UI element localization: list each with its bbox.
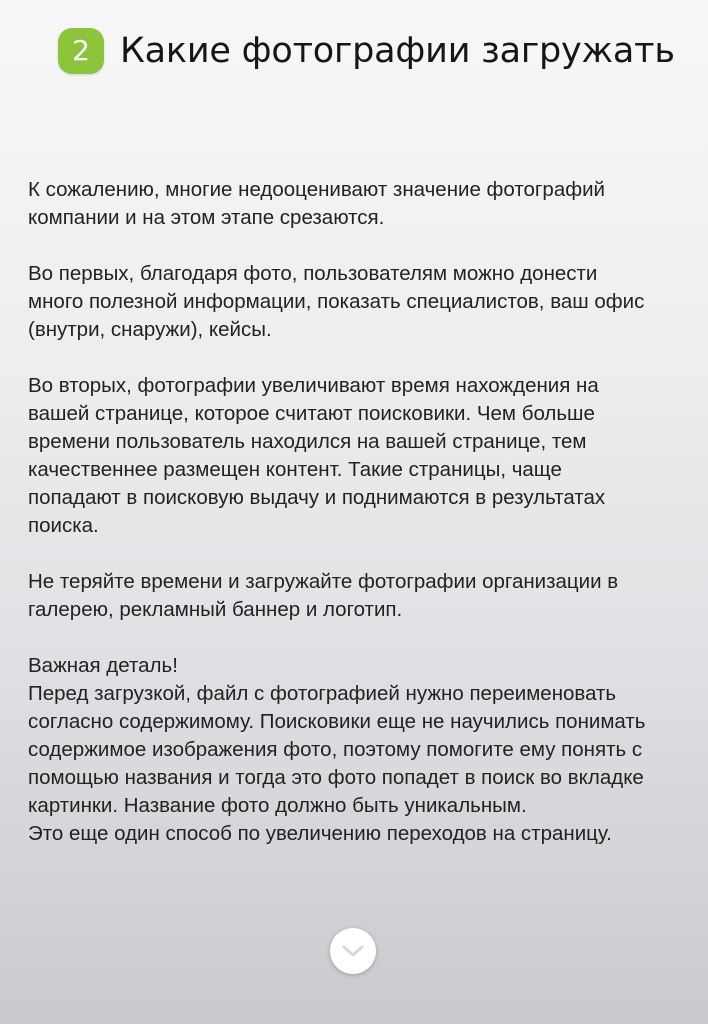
text-line: много полезной информации, показать специалистов, ваш офис: [28, 290, 645, 313]
slide-header: [58, 28, 675, 74]
text-line: согласно содержимому. Поисковики еще не научились понимать: [28, 710, 646, 733]
text-line: Не теряйте времени и загружайте фотографии организации в: [28, 570, 619, 593]
text-line: попадают в поисковую выдачу и поднимаются в результатах: [28, 486, 606, 509]
text-line: качественнее размещен контент. Такие страницы, чаще: [28, 458, 562, 481]
text-line: (внутри, снаружи), кейсы.: [28, 318, 272, 341]
text-line: К сожалению, многие недооценивают значение фотографий: [28, 178, 605, 201]
text-line: содержимое изображения фото, поэтому помогите ему понять с: [28, 738, 643, 761]
text-line: помощью названия и тогда это фото попадет в поиск во вкладке: [28, 766, 644, 789]
text-line: картинки. Название фото должно быть уникальным.: [28, 794, 527, 817]
text-line: Перед загрузкой, файл с фотографией нужно переименовать: [28, 682, 617, 705]
text-line: компании и на этом этапе срезаются.: [28, 206, 385, 229]
text-line: поиска.: [28, 514, 99, 537]
text-line: Важная деталь!: [28, 654, 178, 677]
text-line: галерею, рекламный баннер и логотип.: [28, 598, 403, 621]
text-line: Во первых, благодаря фото, пользователям можно донести: [28, 262, 598, 285]
paragraph-intro: [28, 176, 678, 232]
paragraph-first-reason: [28, 260, 678, 344]
text-line: Это еще один способ по увеличению переходов на страницу.: [28, 822, 612, 845]
paragraph-second-reason: [28, 372, 678, 540]
step-number-badge: 2: [58, 28, 104, 74]
slide-body: [28, 176, 678, 876]
text-line: вашей странице, которое считают поисковики. Чем больше: [28, 402, 595, 425]
text-line: Во вторых, фотографии увеличивают время нахождения на: [28, 374, 599, 397]
paragraph-important-detail: [28, 652, 678, 848]
slide-title: Какие фотографии загружать: [120, 31, 675, 71]
text-line: времени пользователь находился на вашей странице, тем: [28, 430, 587, 453]
chevron-down-icon: [342, 944, 364, 958]
paragraph-call-to-action: [28, 568, 678, 624]
scroll-down-button[interactable]: [330, 928, 376, 974]
